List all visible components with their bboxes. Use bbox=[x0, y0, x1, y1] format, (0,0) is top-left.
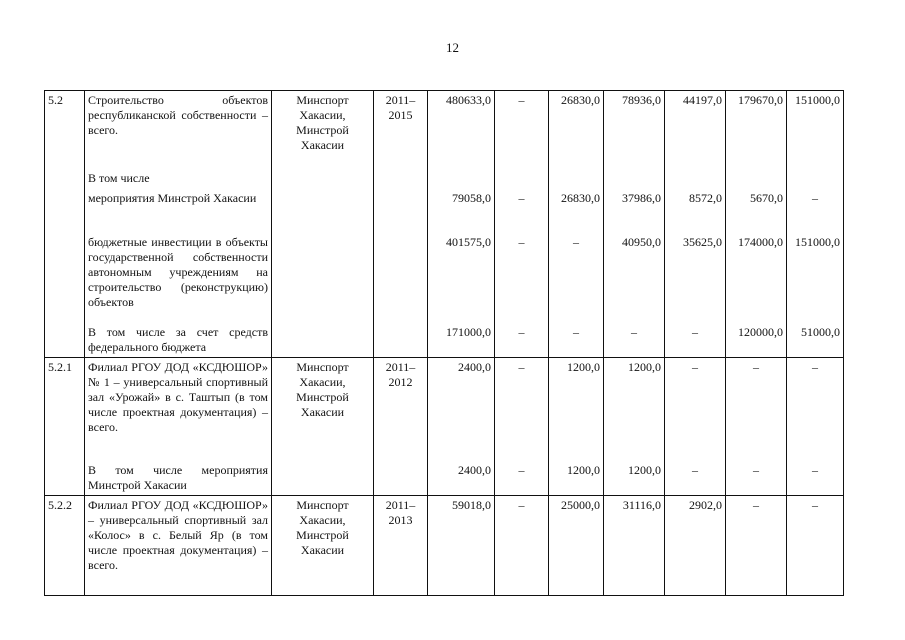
value-cell-1: 401575,0 bbox=[428, 233, 495, 323]
table-row bbox=[45, 91, 844, 169]
value-cell-4: 1200,0 bbox=[604, 357, 665, 461]
budget-table bbox=[44, 90, 844, 596]
table-body bbox=[45, 91, 844, 596]
row-period bbox=[374, 323, 428, 358]
row-name: Филиал РГОУ ДОД «КСДЮШОР» № 1 – универсальный спортивный зал «Урожай» в с. Таштып (в том числе проектная документация) – всего. bbox=[85, 357, 272, 461]
value-cell-5: 2902,0 bbox=[665, 496, 726, 596]
table-row bbox=[45, 357, 844, 461]
value-cell-3 bbox=[549, 169, 604, 189]
value-cell-7: – bbox=[787, 461, 844, 496]
value-cell-1 bbox=[428, 169, 495, 189]
row-executor bbox=[272, 233, 374, 323]
value-cell-7: 151000,0 bbox=[787, 91, 844, 169]
row-period: 2011–2013 bbox=[374, 496, 428, 596]
value-cell-2: – bbox=[495, 461, 549, 496]
row-number bbox=[45, 323, 85, 358]
row-executor: Минспорт Хакасии, Минстрой Хакасии bbox=[272, 91, 374, 169]
table-row bbox=[45, 496, 844, 596]
page-number: 12 bbox=[446, 40, 459, 55]
value-cell-5: – bbox=[665, 357, 726, 461]
value-cell-5: – bbox=[665, 461, 726, 496]
value-cell-4: – bbox=[604, 323, 665, 358]
value-cell-6: 179670,0 bbox=[726, 91, 787, 169]
row-executor bbox=[272, 323, 374, 358]
value-cell-7: – bbox=[787, 496, 844, 596]
value-cell-5: – bbox=[665, 323, 726, 358]
row-period bbox=[374, 169, 428, 189]
value-cell-3: – bbox=[549, 323, 604, 358]
row-executor bbox=[272, 189, 374, 233]
value-cell-1: 171000,0 bbox=[428, 323, 495, 358]
value-cell-7: 51000,0 bbox=[787, 323, 844, 358]
value-cell-5: 8572,0 bbox=[665, 189, 726, 233]
row-executor: Минспорт Хакасии, Минстрой Хакасии bbox=[272, 496, 374, 596]
value-cell-6: – bbox=[726, 496, 787, 596]
table-row bbox=[45, 233, 844, 323]
value-cell-4: 31116,0 bbox=[604, 496, 665, 596]
value-cell-3: 1200,0 bbox=[549, 461, 604, 496]
value-cell-6: 5670,0 bbox=[726, 189, 787, 233]
table-row bbox=[45, 461, 844, 496]
value-cell-1: 2400,0 bbox=[428, 357, 495, 461]
row-name: мероприятия Минстрой Хакасии bbox=[85, 189, 272, 233]
row-period: 2011–2015 bbox=[374, 91, 428, 169]
row-number bbox=[45, 461, 85, 496]
table-row bbox=[45, 323, 844, 358]
row-number bbox=[45, 169, 85, 189]
value-cell-3: 25000,0 bbox=[549, 496, 604, 596]
row-name: бюджетные инвестиции в объекты государственной собственности автономным учреждениям на строительство (реконструкцию) объектов bbox=[85, 233, 272, 323]
value-cell-1: 2400,0 bbox=[428, 461, 495, 496]
value-cell-2 bbox=[495, 169, 549, 189]
value-cell-1: 480633,0 bbox=[428, 91, 495, 169]
row-executor bbox=[272, 169, 374, 189]
value-cell-4: 1200,0 bbox=[604, 461, 665, 496]
value-cell-5: 44197,0 bbox=[665, 91, 726, 169]
row-name: В том числе мероприятия Минстрой Хакасии bbox=[85, 461, 272, 496]
value-cell-4 bbox=[604, 169, 665, 189]
value-cell-1: 59018,0 bbox=[428, 496, 495, 596]
value-cell-7 bbox=[787, 169, 844, 189]
value-cell-2: – bbox=[495, 189, 549, 233]
value-cell-7: – bbox=[787, 357, 844, 461]
value-cell-6 bbox=[726, 169, 787, 189]
value-cell-5 bbox=[665, 169, 726, 189]
value-cell-6: 120000,0 bbox=[726, 323, 787, 358]
value-cell-5: 35625,0 bbox=[665, 233, 726, 323]
value-cell-7: 151000,0 bbox=[787, 233, 844, 323]
value-cell-4: 78936,0 bbox=[604, 91, 665, 169]
value-cell-2: – bbox=[495, 323, 549, 358]
value-cell-4: 37986,0 bbox=[604, 189, 665, 233]
value-cell-2: – bbox=[495, 496, 549, 596]
value-cell-2: – bbox=[495, 357, 549, 461]
value-cell-6: – bbox=[726, 357, 787, 461]
row-executor bbox=[272, 461, 374, 496]
value-cell-3: 26830,0 bbox=[549, 189, 604, 233]
row-period bbox=[374, 233, 428, 323]
table-row bbox=[45, 189, 844, 233]
value-cell-1: 79058,0 bbox=[428, 189, 495, 233]
value-cell-2: – bbox=[495, 233, 549, 323]
row-name: Строительство объектов республиканской собственности – всего. bbox=[85, 91, 272, 169]
value-cell-6: 174000,0 bbox=[726, 233, 787, 323]
row-number: 5.2.2 bbox=[45, 496, 85, 596]
value-cell-3: 26830,0 bbox=[549, 91, 604, 169]
table-row bbox=[45, 169, 844, 189]
value-cell-2: – bbox=[495, 91, 549, 169]
value-cell-6: – bbox=[726, 461, 787, 496]
value-cell-7: – bbox=[787, 189, 844, 233]
row-period: 2011–2012 bbox=[374, 357, 428, 461]
row-number: 5.2 bbox=[45, 91, 85, 169]
row-executor: Минспорт Хакасии, Минстрой Хакасии bbox=[272, 357, 374, 461]
value-cell-3: 1200,0 bbox=[549, 357, 604, 461]
row-period bbox=[374, 189, 428, 233]
row-name: В том числе за счет средств федерального бюджета bbox=[85, 323, 272, 358]
row-name: В том числе bbox=[85, 169, 272, 189]
value-cell-4: 40950,0 bbox=[604, 233, 665, 323]
row-number bbox=[45, 233, 85, 323]
value-cell-3: – bbox=[549, 233, 604, 323]
row-number bbox=[45, 189, 85, 233]
row-name: Филиал РГОУ ДОД «КСДЮШОР» – универсальный спортивный зал «Колос» в с. Белый Яр (в том числе проектная документация) – всего. bbox=[85, 496, 272, 596]
row-period bbox=[374, 461, 428, 496]
row-number: 5.2.1 bbox=[45, 357, 85, 461]
